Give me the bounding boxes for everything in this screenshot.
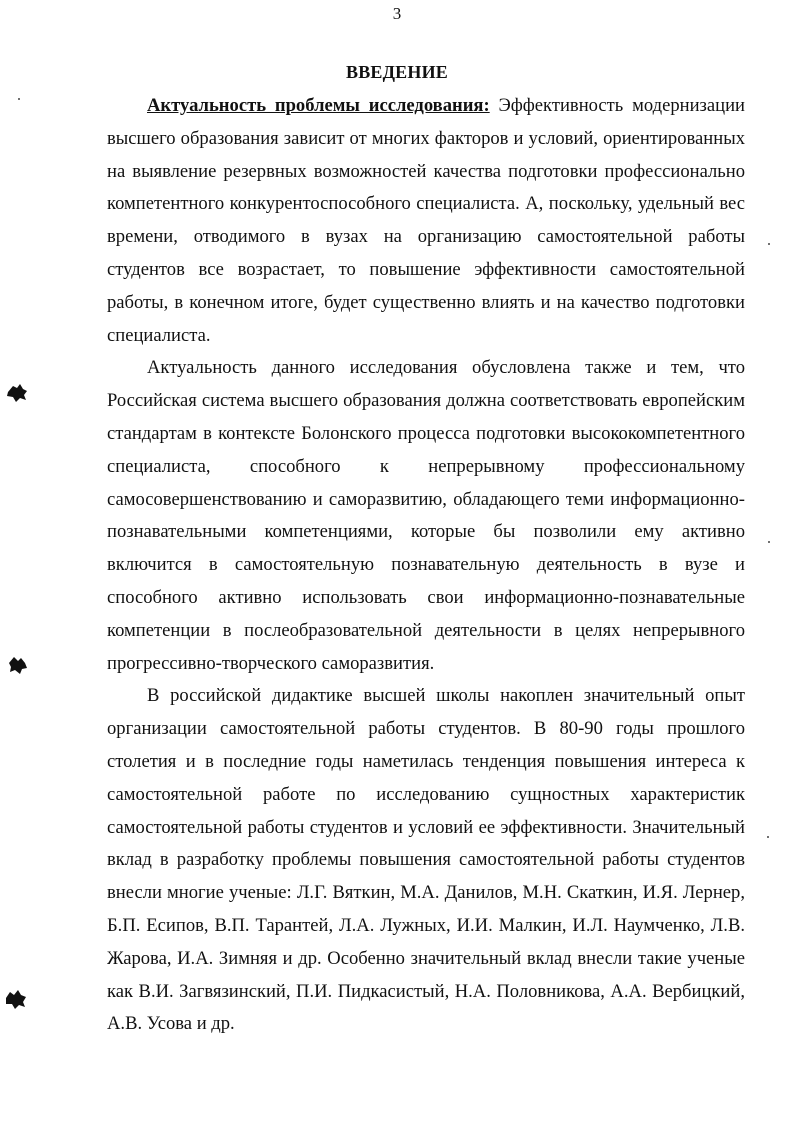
binding-mark-top bbox=[6, 383, 28, 403]
scan-speck bbox=[18, 98, 20, 100]
scan-speck bbox=[768, 243, 770, 245]
paragraph-didactics: В российской дидактике высшей школы накоплен значительный опыт организации самостоятельной работы студентов. В 80-90 годы прошлого столетия и в последние годы наметилась тенденция повышения интереса к самостоятельной работе по исследованию сущностных характеристик самостоятельной работы студентов и условий ее эффективности. Значительный вклад в разработку проблемы повышения самостоятельной работы студентов внесли многие ученые: Л.Г. Вяткин, М.А. Данилов, М.Н. Скаткин, И.Я. Лернер, Б.П. Есипов, В.П. Тарантей, Л.А. Лужных, И.И. Малкин, И.Л. Наумченко, Л.В. Жарова, И.А. Зимняя и др. Особенно значительный вклад внесли такие ученые как В.И. Загвязинский, П.И. Пидкасистый, Н.А. Половникова, А.А. Вербицкий, А.В. Усова и др. bbox=[107, 685, 745, 1035]
scan-speck bbox=[768, 541, 770, 543]
paragraph-text: Эффективность модернизации высшего образования зависит от многих факторов и условий, ориентированных на выявление резервных возможностей качества подготовки профессионально компетентного конкурентоспособного специалиста. А, поскольку, удельный вес времени, отводимого в вузах на организацию самостоятельной работы студентов все возрастает, то повышение эффективности самостоятельной работы, в конечном итоге, будет существенно влиять и на качество подготовки специалиста. bbox=[107, 95, 745, 346]
section-heading: ВВЕДЕНИЕ bbox=[345, 62, 448, 82]
paragraph-relevance bbox=[107, 90, 745, 352]
body-text bbox=[107, 90, 745, 1041]
scan-speck bbox=[767, 836, 769, 838]
page-number: 3 bbox=[392, 4, 402, 23]
paragraph-actuality: Актуальность данного исследования обусловлена также и тем, что Российская система высшего образования должна соответствовать европейским стандартам в контексте Болонского процесса подготовки высококомпетентного специалиста, способного к непрерывному профессиональному самосовершенствованию и саморазвитию, обладающего теми информационно-познавательными компетенциями, которые бы позволили ему активно включится в самостоятельную познавательную деятельность в вузе и способного активно использовать свои информационно-познавательные компетенции в послеобразовательной деятельности в целях непрерывного прогрессивно-творческого саморазвития. bbox=[107, 357, 745, 674]
relevance-lead-label: Актуальность проблемы исследования: bbox=[147, 95, 490, 116]
binding-mark-bottom bbox=[4, 988, 28, 1010]
binding-mark-middle bbox=[6, 655, 28, 675]
